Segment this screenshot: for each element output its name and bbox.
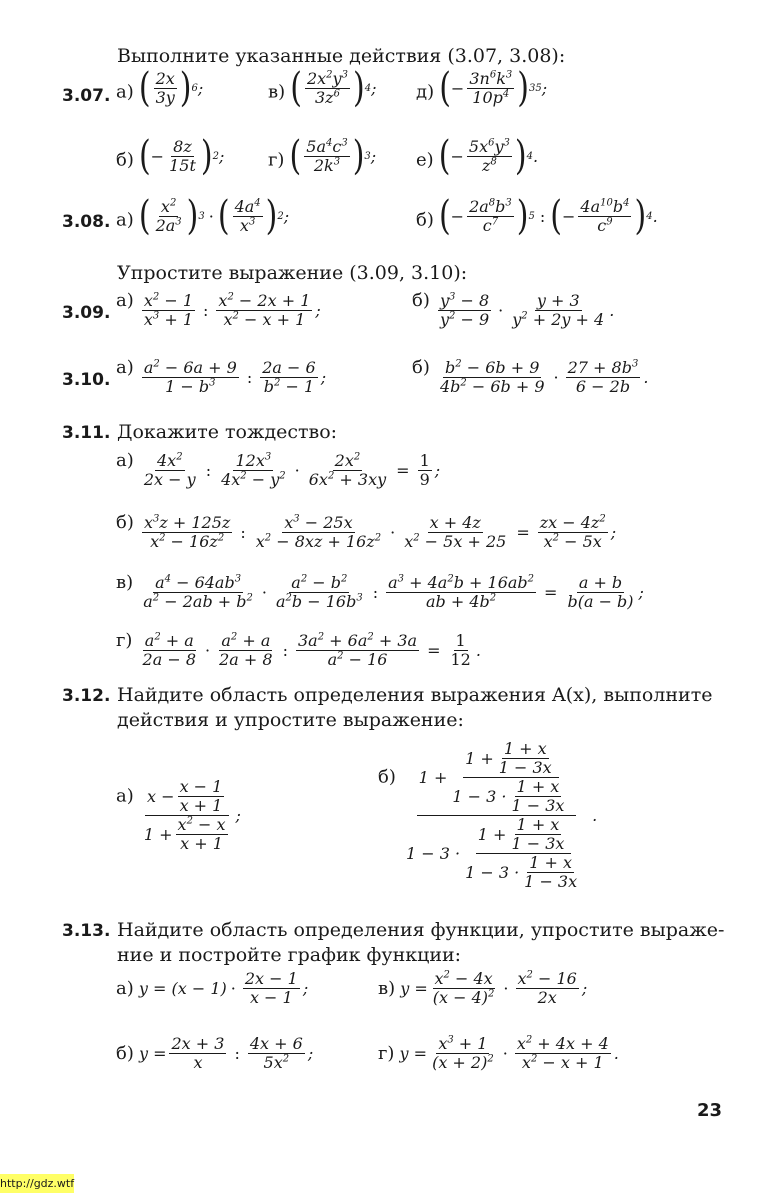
problem-text-3-13-line1: Найдите область определения функции, упростите выраже- [117,919,725,941]
problem-number-3-13: 3.13. [62,921,111,941]
label-a: а) [116,357,134,378]
expr-3-11-v: в) $a^4 - 64ab^3$ $a^2 - 2ab + b^2$ · $a^2 - b^2$ $a^2b - 16b^3$ : $\frac{a^3 + 4a^2b + 16ab^2}{ab + 4b^2}$ = $\frac{a + b}{b(a - b)}$ ; [116,572,644,611]
expr-3-09-b: б) $y^3 - 8$ $y^2 - 9$ · y + 3 $y^2 + 2y + 4$ . [412,290,615,329]
label-a: а) [116,209,134,231]
expr-3-09-a: а) $x^2 - 1$ $x^3 + 1$ : $x^2 - 2x + 1$ $x^2 - x + 1$ ; [116,290,321,329]
expr-3-07-g: г) ( $5a^4c^3$ $2k^3$ ) 3 ; [268,132,377,180]
label-a: а) [116,450,134,471]
problem-number-3-12: 3.12. [62,686,111,706]
problem-number-3-08: 3.08. [62,212,111,232]
label-b: б) [116,512,134,533]
expr-3-07-b: б) ( − $\frac{8z}{15t}$ ) 2 ; [116,132,225,180]
label-a: а) [116,978,134,999]
expr-3-07-v: в) ( $2x^2y^3$ $3z^6$ ) 4 ; [268,64,377,112]
label-b: б) [116,149,134,171]
label-d: д) [416,81,435,103]
expr-3-13-a: а) y = (x − 1) · 2x − 1 x − 1 ; [116,969,309,1007]
expr-3-12-b: б) 1 + 1 + 1 + x 1 − 3x 1 − 3 · 1 + x 1 − 3x 1 − 3 · 1 + 1 + x 1 − 3x 1 − 3 · 1 + x 1 − 3x . [378,739,598,891]
expr-3-08-a: а) ( $x^2$ $2a^3$ ) 3 · ( $4a^4$ $x^3$ ) 2 ; [116,192,290,240]
label-v: в) [378,978,396,999]
expr-3-11-g: г) $a^2 + a$ 2a − 8 · $a^2 + a$ 2a + 8 : $\frac{3a^2 + 6a^2 + 3a}{a^2 - 16}$ = $\frac{1}{12}$ . [116,630,481,669]
problem-text-3-12-line1: Найдите область определения выражения A(x), выполните [117,684,713,706]
label-b: б) [416,209,434,231]
label-v: в) [268,81,286,103]
problem-number-3-10: 3.10. [62,370,111,390]
expr-3-07-e: е) ( − $\frac{5x^6y^3}{z^8}$ ) 4 . [416,132,539,180]
problem-number-3-09: 3.09. [62,303,111,323]
label-a: а) [116,785,134,807]
label-b: б) [378,766,396,788]
expr-3-13-v: в) y = $x^2 - 4x$ $(x - 4)^2$ · $x^2 - 16$ 2x ; [378,969,588,1007]
expr-3-13-g: г) y = $x^3 + 1$ $(x + 2)^2$ · $x^2 + 4x + 4$ $x^2 - x + 1$ . [378,1034,619,1072]
problem-text-3-11: Докажите тождество: [117,421,338,443]
expr-3-12-a: а) x − x − 1 x + 1 1 + $x^2 - x$ x + 1 ; [116,777,241,853]
label-b: б) [412,357,430,378]
label-a: а) [116,81,134,103]
label-g: г) [268,149,285,171]
expr-3-10-a: а) $a^2 - 6a + 9$ $1 - b^3$ : 2a − 6 $b^2 - 1$ ; [116,357,327,396]
heading-3-09-3-10: Упростите выражение (3.09, 3.10): [117,262,468,284]
page-number: 23 [697,1100,723,1121]
problem-text-3-13-line2: ние и постройте график функции: [117,944,462,966]
heading-3-07-3-08: Выполните указанные действия (3.07, 3.08): [117,45,566,67]
problem-number-3-07: 3.07. [62,86,111,106]
label-g: г) [116,630,133,651]
label-b: б) [412,290,430,311]
expr-3-11-a: а) $4x^2$ 2x − y : $12x^3$ $4x^2 - y^2$ · $\frac{2x^2}{6x^2 + 3xy}$ = $\frac{1}{9}$ ; [116,450,441,489]
expr-3-13-b: б) y = 2x + 3 x : 4x + 6 $5x^2$ ; [116,1034,314,1072]
label-b: б) [116,1043,134,1064]
expr-3-10-b: б) $b^2 - 6b + 9$ $4b^2 - 6b + 9$ · $27 + 8b^3$ 6 − 2b . [412,357,649,396]
label-g: г) [378,1043,395,1064]
expr-3-08-b: б) ( − $\frac{2a^8b^3}{c^7}$ ) 5 : ( − $\frac{4a^{10}b^4}{c^9}$ ) 4 . [416,192,658,240]
label-v: в) [116,572,134,593]
label-e: е) [416,149,434,171]
problem-number-3-11: 3.11. [62,423,111,443]
expr-3-11-b: б) $x^3z + 125z$ $x^2 - 16z^2$ : $x^3 - 25x$ $x^2 - 8xz + 16z^2$ · $\frac{x + 4z}{x^2 - 5x + 25}$ = $\frac{zx - 4z^2}{x^2 - 5x}$ ; [116,512,617,551]
watermark-link[interactable]: http://gdz.wtf [0,1174,74,1193]
label-a: а) [116,290,134,311]
expr-3-07-a: а) ( 2x 3y ) 6 ; [116,64,204,112]
problem-text-3-12-line2: действия и упростите выражение: [117,709,464,731]
expr-3-07-d: д) ( − $\frac{3n^6k^3}{10p^4}$ ) 35 ; [416,64,548,112]
